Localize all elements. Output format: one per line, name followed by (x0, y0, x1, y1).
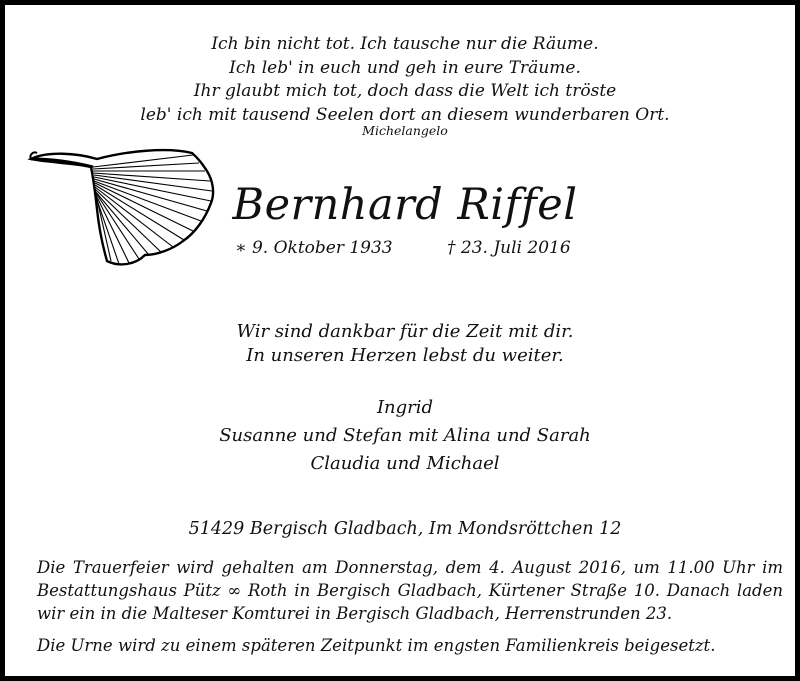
birth-date: ∗ 9. Oktober 1933 (235, 238, 393, 258)
poem-line: Ich leb' in euch und geh in eure Träume. (229, 57, 581, 78)
poem-line: Ihr glaubt mich tot, doch dass die Welt ich tröste (193, 81, 617, 101)
service-line: wir ein in die Malteser Komturei in Bergisch Gladbach, Herrenstrunden 23. (37, 604, 673, 623)
family-member: Susanne und Stefan mit Alina und Sarah (219, 425, 591, 446)
family-member: Claudia und Michael (310, 453, 500, 474)
verse-line: In unseren Herzen lebst du weiter. (246, 345, 564, 366)
funeral-service-info (37, 556, 783, 625)
family-member: Ingrid (376, 397, 434, 418)
poem (5, 33, 800, 127)
service-line: Die Trauerfeier wird gehalten am Donnerstag, dem 4. August 2016, um 11.00 Uhr im (37, 558, 783, 577)
poem-line: leb' ich mit tausend Seelen dort an diesem wunderbaren Ort. (140, 104, 670, 125)
memorial-verse (5, 320, 800, 368)
verse-line: Wir sind dankbar für die Zeit mit dir. (236, 321, 574, 342)
death-date: † 23. Juli 2016 (447, 238, 571, 258)
service-line: Bestattungshaus Pütz ∞ Roth in Bergisch Gladbach, Kürtener Straße 10. Danach laden (37, 581, 783, 600)
urn-note: Die Urne wird zu einem späteren Zeitpunkt im engsten Familienkreis beigesetzt. (37, 636, 716, 655)
family-signatures (5, 394, 800, 478)
deceased-name: Bernhard Riffel (232, 180, 578, 230)
poem-line: Ich bin nicht tot. Ich tausche nur die Räume. (211, 34, 599, 54)
poem-attribution: Michelangelo (362, 123, 448, 138)
address: 51429 Bergisch Gladbach, Im Mondsröttchen 12 (188, 519, 622, 539)
